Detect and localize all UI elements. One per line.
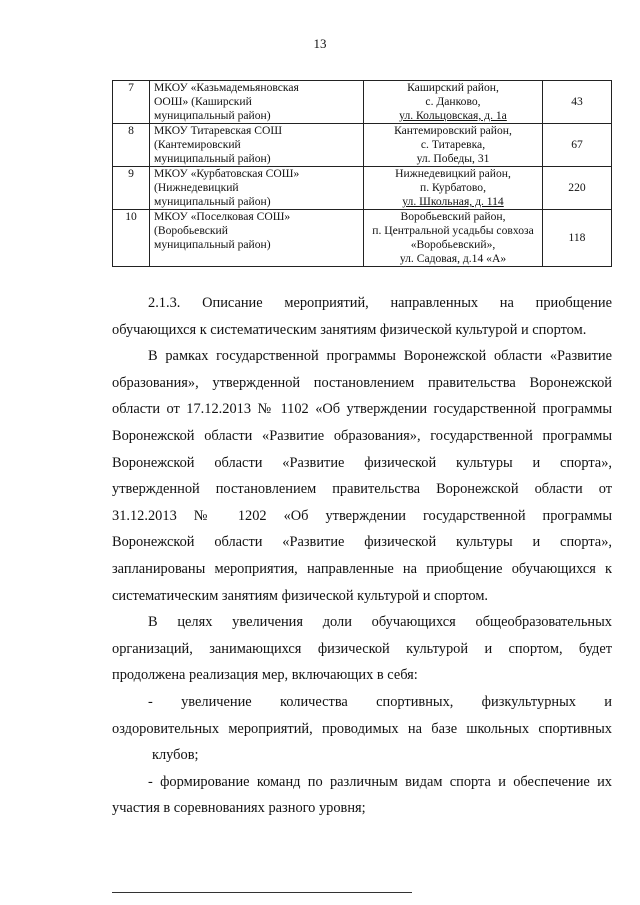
school-name-line: МКОУ «Казьмадемьяновская — [154, 81, 299, 94]
school-name-line: муниципальный район) — [154, 109, 271, 122]
student-count-cell: 220 — [543, 167, 612, 210]
row-number-cell: 8 — [113, 124, 150, 167]
address-cell — [364, 81, 543, 124]
row-number-cell: 9 — [113, 167, 150, 210]
text-line: образования», утвержденной постановлением правительства Воронежской — [112, 374, 612, 391]
address-line: Нижнедевицкий район, — [395, 167, 511, 180]
row-number-cell: 7 — [113, 81, 150, 124]
school-name-line: МКОУ «Курбатовская СОШ» — [154, 167, 300, 180]
school-name-cell — [150, 167, 364, 210]
address-line: с. Титаревка, — [420, 138, 486, 151]
text-line: - формирование команд по различным видам спорта и обеспечение их — [148, 773, 612, 790]
text-line: 2.1.3. Описание мероприятий, направленных на приобщение — [148, 295, 612, 311]
address-cell — [364, 124, 543, 167]
footer-rule — [112, 892, 412, 893]
school-name-cell — [150, 210, 364, 267]
text-line: организаций, занимающихся физической культурой и спортом, будет — [112, 640, 612, 657]
text-line: Воронежской области «Развитие образования», государственной программы — [112, 427, 612, 444]
school-name-line: муниципальный район) — [154, 152, 271, 165]
text-line: систематическим занятиям физической культурой и спортом. — [112, 587, 489, 604]
text-line: участия в соревнованиях разного уровня; — [112, 800, 366, 817]
text-line: клубов; — [152, 747, 199, 764]
address-line: ул. Победы, 31 — [416, 152, 490, 165]
address-line: Каширский район, — [407, 81, 499, 94]
school-name-cell — [150, 81, 364, 124]
student-count-cell: 118 — [543, 210, 612, 267]
page-number: 13 — [313, 36, 327, 51]
text-line: запланированы мероприятия, направленные на приобщение обучающихся к — [112, 560, 612, 577]
text-line: продолжена реализация мер, включающих в себя: — [112, 667, 418, 684]
address-line: п. Центральной усадьбы совхоза — [372, 224, 534, 237]
student-count-cell: 43 — [543, 81, 612, 124]
text-line: Воронежской области «Развитие физической культуры и спорта», — [112, 454, 612, 471]
address-cell — [364, 167, 543, 210]
school-name-line: (Нижнедевицкий — [154, 181, 239, 194]
text-line: утвержденной постановлением правительства Воронежской области от — [112, 481, 612, 498]
table-row — [113, 167, 612, 210]
school-name-line: ООШ» (Каширский — [154, 95, 252, 108]
student-count-cell: 67 — [543, 124, 612, 167]
address-line: с. Данково, — [425, 95, 481, 108]
text-line: 31.12.2013 № 1202 «Об утверждении государственной программы — [112, 507, 612, 524]
school-name-line: муниципальный район) — [154, 195, 271, 208]
address-line: Кантемировский район, — [394, 124, 512, 137]
address-line: Воробьевский район, — [400, 210, 506, 223]
row-number-cell: 10 — [113, 210, 150, 267]
table-row — [113, 81, 612, 124]
address-cell — [364, 210, 543, 267]
text-line: В целях увеличения доли обучающихся общеобразовательных — [148, 614, 612, 631]
text-line: В рамках государственной программы Воронежской области «Развитие — [148, 348, 612, 365]
school-name-line: МКОУ «Поселковая СОШ» — [154, 210, 291, 223]
school-name-line: муниципальный район) — [154, 238, 271, 251]
school-name-cell — [150, 124, 364, 167]
text-line: области от 17.12.2013 № 1102 «Об утверждении государственной программы — [112, 401, 612, 418]
text-line: - увеличение количества спортивных, физкультурных и — [148, 693, 612, 710]
body-text — [112, 290, 612, 822]
text-line: оздоровительных мероприятий, проводимых на базе школьных спортивных — [112, 720, 612, 737]
address-line: ул. Кольцовская, д. 1а — [399, 109, 507, 122]
table-row — [113, 124, 612, 167]
address-line: п. Курбатово, — [419, 181, 486, 194]
school-name-line: (Кантемировский — [154, 138, 241, 151]
school-name-line: (Воробьевский — [154, 224, 228, 237]
school-name-line: МКОУ Титаревская СОШ — [154, 124, 283, 137]
address-line: «Воробьевский», — [410, 238, 496, 251]
schools-table — [112, 80, 612, 267]
text-line: обучающихся к систематическим занятиям физической культурой и спортом. — [112, 321, 587, 338]
table-row — [113, 210, 612, 267]
text-line: Воронежской области «Развитие физической культуры и спорта», — [112, 534, 612, 551]
address-line: ул. Садовая, д.14 «А» — [399, 252, 507, 265]
address-line: ул. Школьная, д. 114 — [402, 195, 504, 208]
